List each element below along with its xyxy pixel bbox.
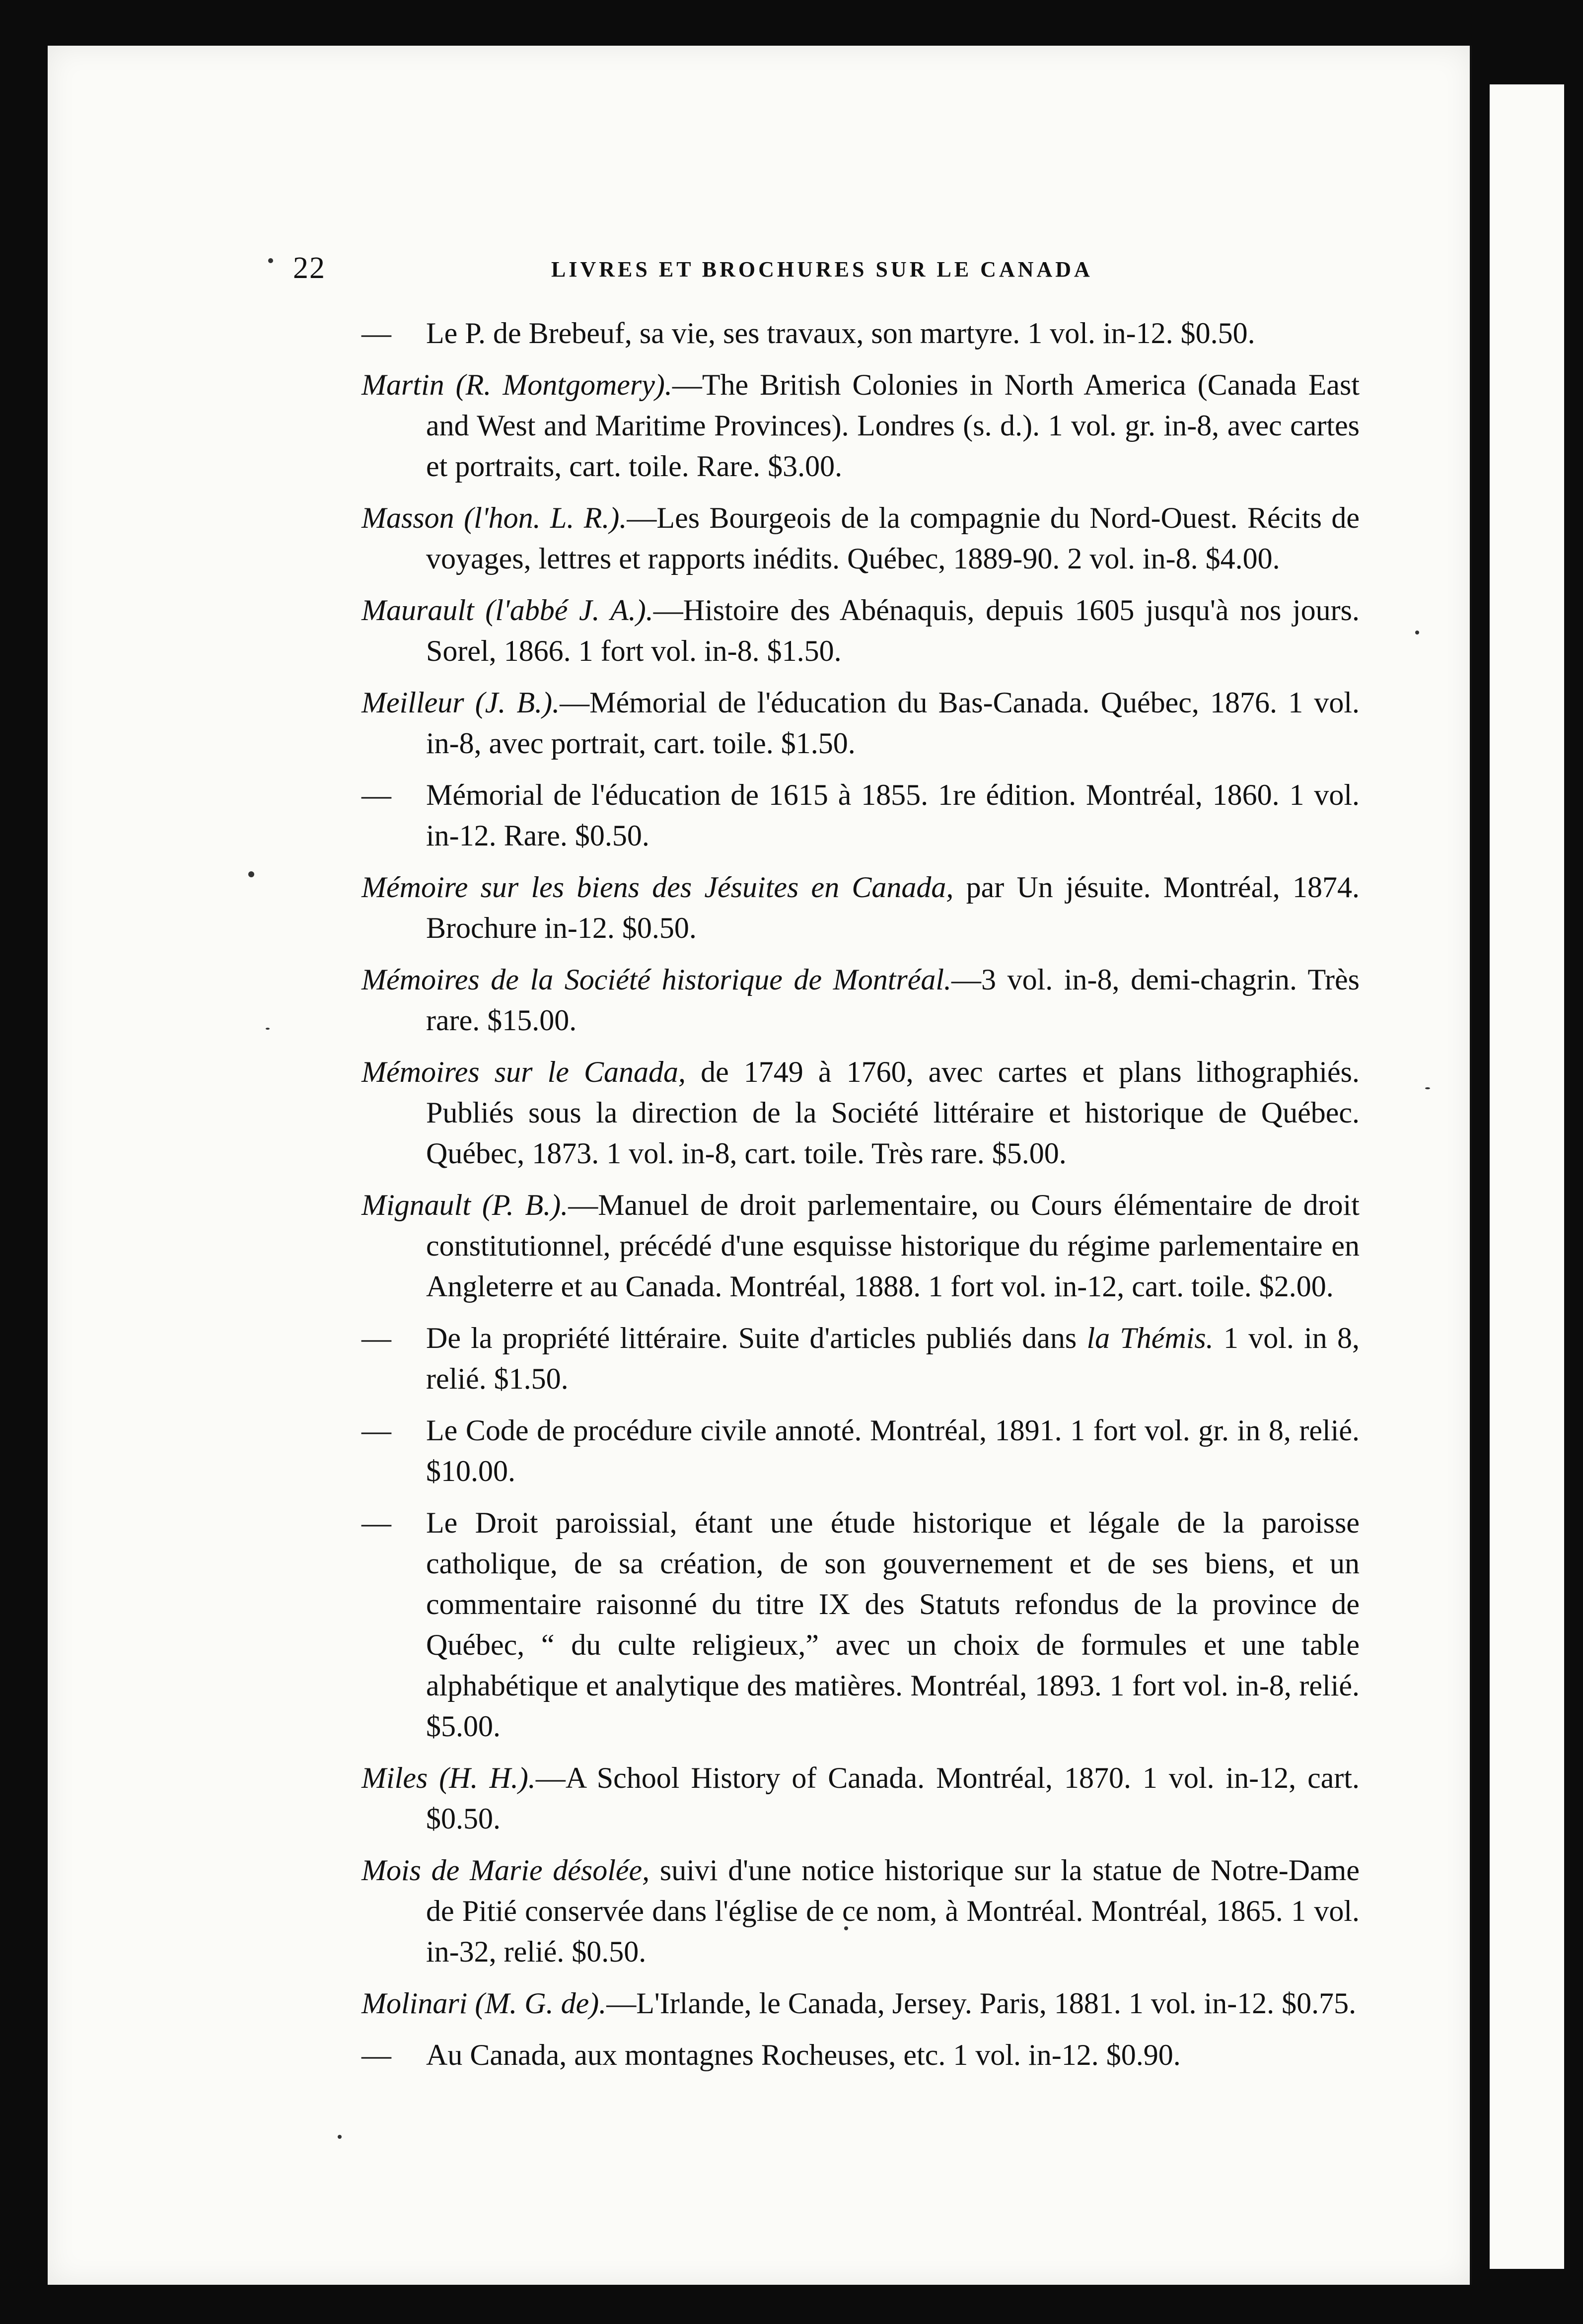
scan-speck <box>338 2135 342 2139</box>
entry-text: Au Canada, aux montagnes Rocheuses, etc. 1 vol. in-12. $0.90. <box>426 2039 1181 2071</box>
entry-author: Mémoire sur les biens des Jésuites en Canada, <box>361 871 954 904</box>
running-title: LIVRES ET BROCHURES SUR LE CANADA <box>551 257 1093 282</box>
scan-speck <box>1425 1087 1430 1089</box>
list-item <box>361 1410 1360 1491</box>
entry-text: suivi d'une notice historique sur la statue de Notre-Dame de Pitié conservée dans l'église de ce nom, à Montréal. Montréal, 1865. 1 vol. in-32, relié. $0.50. <box>426 1854 1360 1968</box>
entry-text: De la propriété littéraire. Suite d'articles publiés dans <box>426 1322 1087 1354</box>
entry-text: —L'Irlande, le Canada, Jersey. Paris, 1881. 1 vol. in-12. $0.75. <box>606 1987 1357 2020</box>
adjacent-page-edge <box>1490 84 1564 2269</box>
list-item <box>361 867 1360 948</box>
entry-text: Le P. de Brebeuf, sa vie, ses travaux, son martyre. 1 vol. in-12. $0.50. <box>426 317 1255 350</box>
list-item <box>361 313 1360 353</box>
entry-author: Mémoires de la Société historique de Montréal. <box>361 963 952 996</box>
page-header <box>293 251 1385 285</box>
list-item <box>361 959 1360 1041</box>
entry-author: Maurault (l'abbé J. A.). <box>361 594 653 627</box>
scan-speck <box>1415 631 1419 634</box>
list-item <box>361 1983 1360 2024</box>
dash: — <box>361 1414 391 1447</box>
entry-author: Mois de Marie désolée, <box>361 1854 650 1887</box>
list-item <box>361 1185 1360 1307</box>
list-item <box>361 497 1360 579</box>
entry-text: —The British Colonies in North America (Canada East and West and Maritime Provinces). Londres (s. d.). 1 vol. gr. in-8, avec cartes et portraits, cart. toile. Rare. $3.00. <box>426 368 1360 483</box>
list-item <box>361 1502 1360 1747</box>
entry-text: —A School History of Canada. Montréal, 1870. 1 vol. in-12, cart. $0.50. <box>426 1761 1360 1835</box>
list-item <box>361 775 1360 856</box>
entry-author: Masson (l'hon. L. R.). <box>361 501 627 534</box>
entry-text: Le Code de procédure civile annoté. Montréal, 1891. 1 fort vol. gr. in 8, relié. $10.00. <box>426 1414 1360 1487</box>
page-number: 22 <box>293 251 326 285</box>
entry-text: 1 vol. in 8, relié. $1.50. <box>426 1322 1360 1395</box>
entry-text: par Un jésuite. Montréal, 1874. Brochure in-12. $0.50. <box>426 871 1360 944</box>
scan-speck <box>268 258 273 263</box>
dash: — <box>361 317 391 350</box>
dash: — <box>361 2039 391 2071</box>
entry-author: Meilleur (J. B.). <box>361 686 560 719</box>
entry-text: Le Droit paroissial, étant une étude historique et légale de la paroisse catholique, de sa création, de son gouvernement et de ses biens, et un commentaire raisonné du titre IX des Statuts refondus de la province de Québec, “ du culte religieux,” avec un choix de formules et une table alphabétique et analytique des matières. Montréal, 1893. 1 fort vol. in-8, relié. $5.00. <box>426 1506 1360 1743</box>
scan-speck <box>248 871 254 877</box>
list-item <box>361 590 1360 671</box>
page-edge-line <box>1470 46 1472 2285</box>
entry-author: Martin (R. Montgomery). <box>361 368 672 401</box>
entry-author: Miles (H. H.). <box>361 1761 536 1794</box>
entry-text: —Les Bourgeois de la compagnie du Nord-Ouest. Récits de voyages, lettres et rapports inédits. Québec, 1889-90. 2 vol. in-8. $4.00. <box>426 501 1360 575</box>
entry-text: Mémorial de l'éducation de 1615 à 1855. 1re édition. Montréal, 1860. 1 vol. in-12. Rare. $0.50. <box>426 778 1360 852</box>
dash: — <box>361 1322 391 1354</box>
bibliography-list <box>361 313 1360 2086</box>
entry-text: —Histoire des Abénaquis, depuis 1605 jusqu'à nos jours. Sorel, 1866. 1 fort vol. in-8. $1.50. <box>426 594 1360 667</box>
list-item <box>361 1052 1360 1174</box>
list-item <box>361 1758 1360 1839</box>
entry-text: de 1749 à 1760, avec cartes et plans lithographiés. Publiés sous la direction de la Société littéraire et historique de Québec. Québec, 1873. 1 vol. in-8, cart. toile. Très rare. $5.00. <box>426 1056 1360 1170</box>
entry-text: —Mémorial de l'éducation du Bas-Canada. Québec, 1876. 1 vol. in-8, avec portrait, cart. toile. $1.50. <box>426 686 1360 760</box>
list-item <box>361 2035 1360 2075</box>
dash: — <box>361 778 391 811</box>
scan-speck <box>266 1028 270 1030</box>
entry-author: Mignault (P. B.). <box>361 1189 569 1221</box>
entry-text: —3 vol. in-8, demi-chagrin. Très rare. $15.00. <box>426 963 1360 1037</box>
entry-italic-title: la Thémis. <box>1086 1322 1214 1354</box>
list-item <box>361 1850 1360 1972</box>
entry-author: Mémoires sur le Canada, <box>361 1056 686 1088</box>
list-item <box>361 682 1360 764</box>
dash: — <box>361 1506 391 1539</box>
entry-text: —Manuel de droit parlementaire, ou Cours élémentaire de droit constitutionnel, précédé d'une esquisse historique du régime parlementaire en Angleterre et au Canada. Montréal, 1888. 1 fort vol. in-12, cart. toile. $2.00. <box>426 1189 1360 1303</box>
list-item <box>361 364 1360 487</box>
entry-author: Molinari (M. G. de). <box>361 1987 607 2020</box>
list-item <box>361 1318 1360 1399</box>
